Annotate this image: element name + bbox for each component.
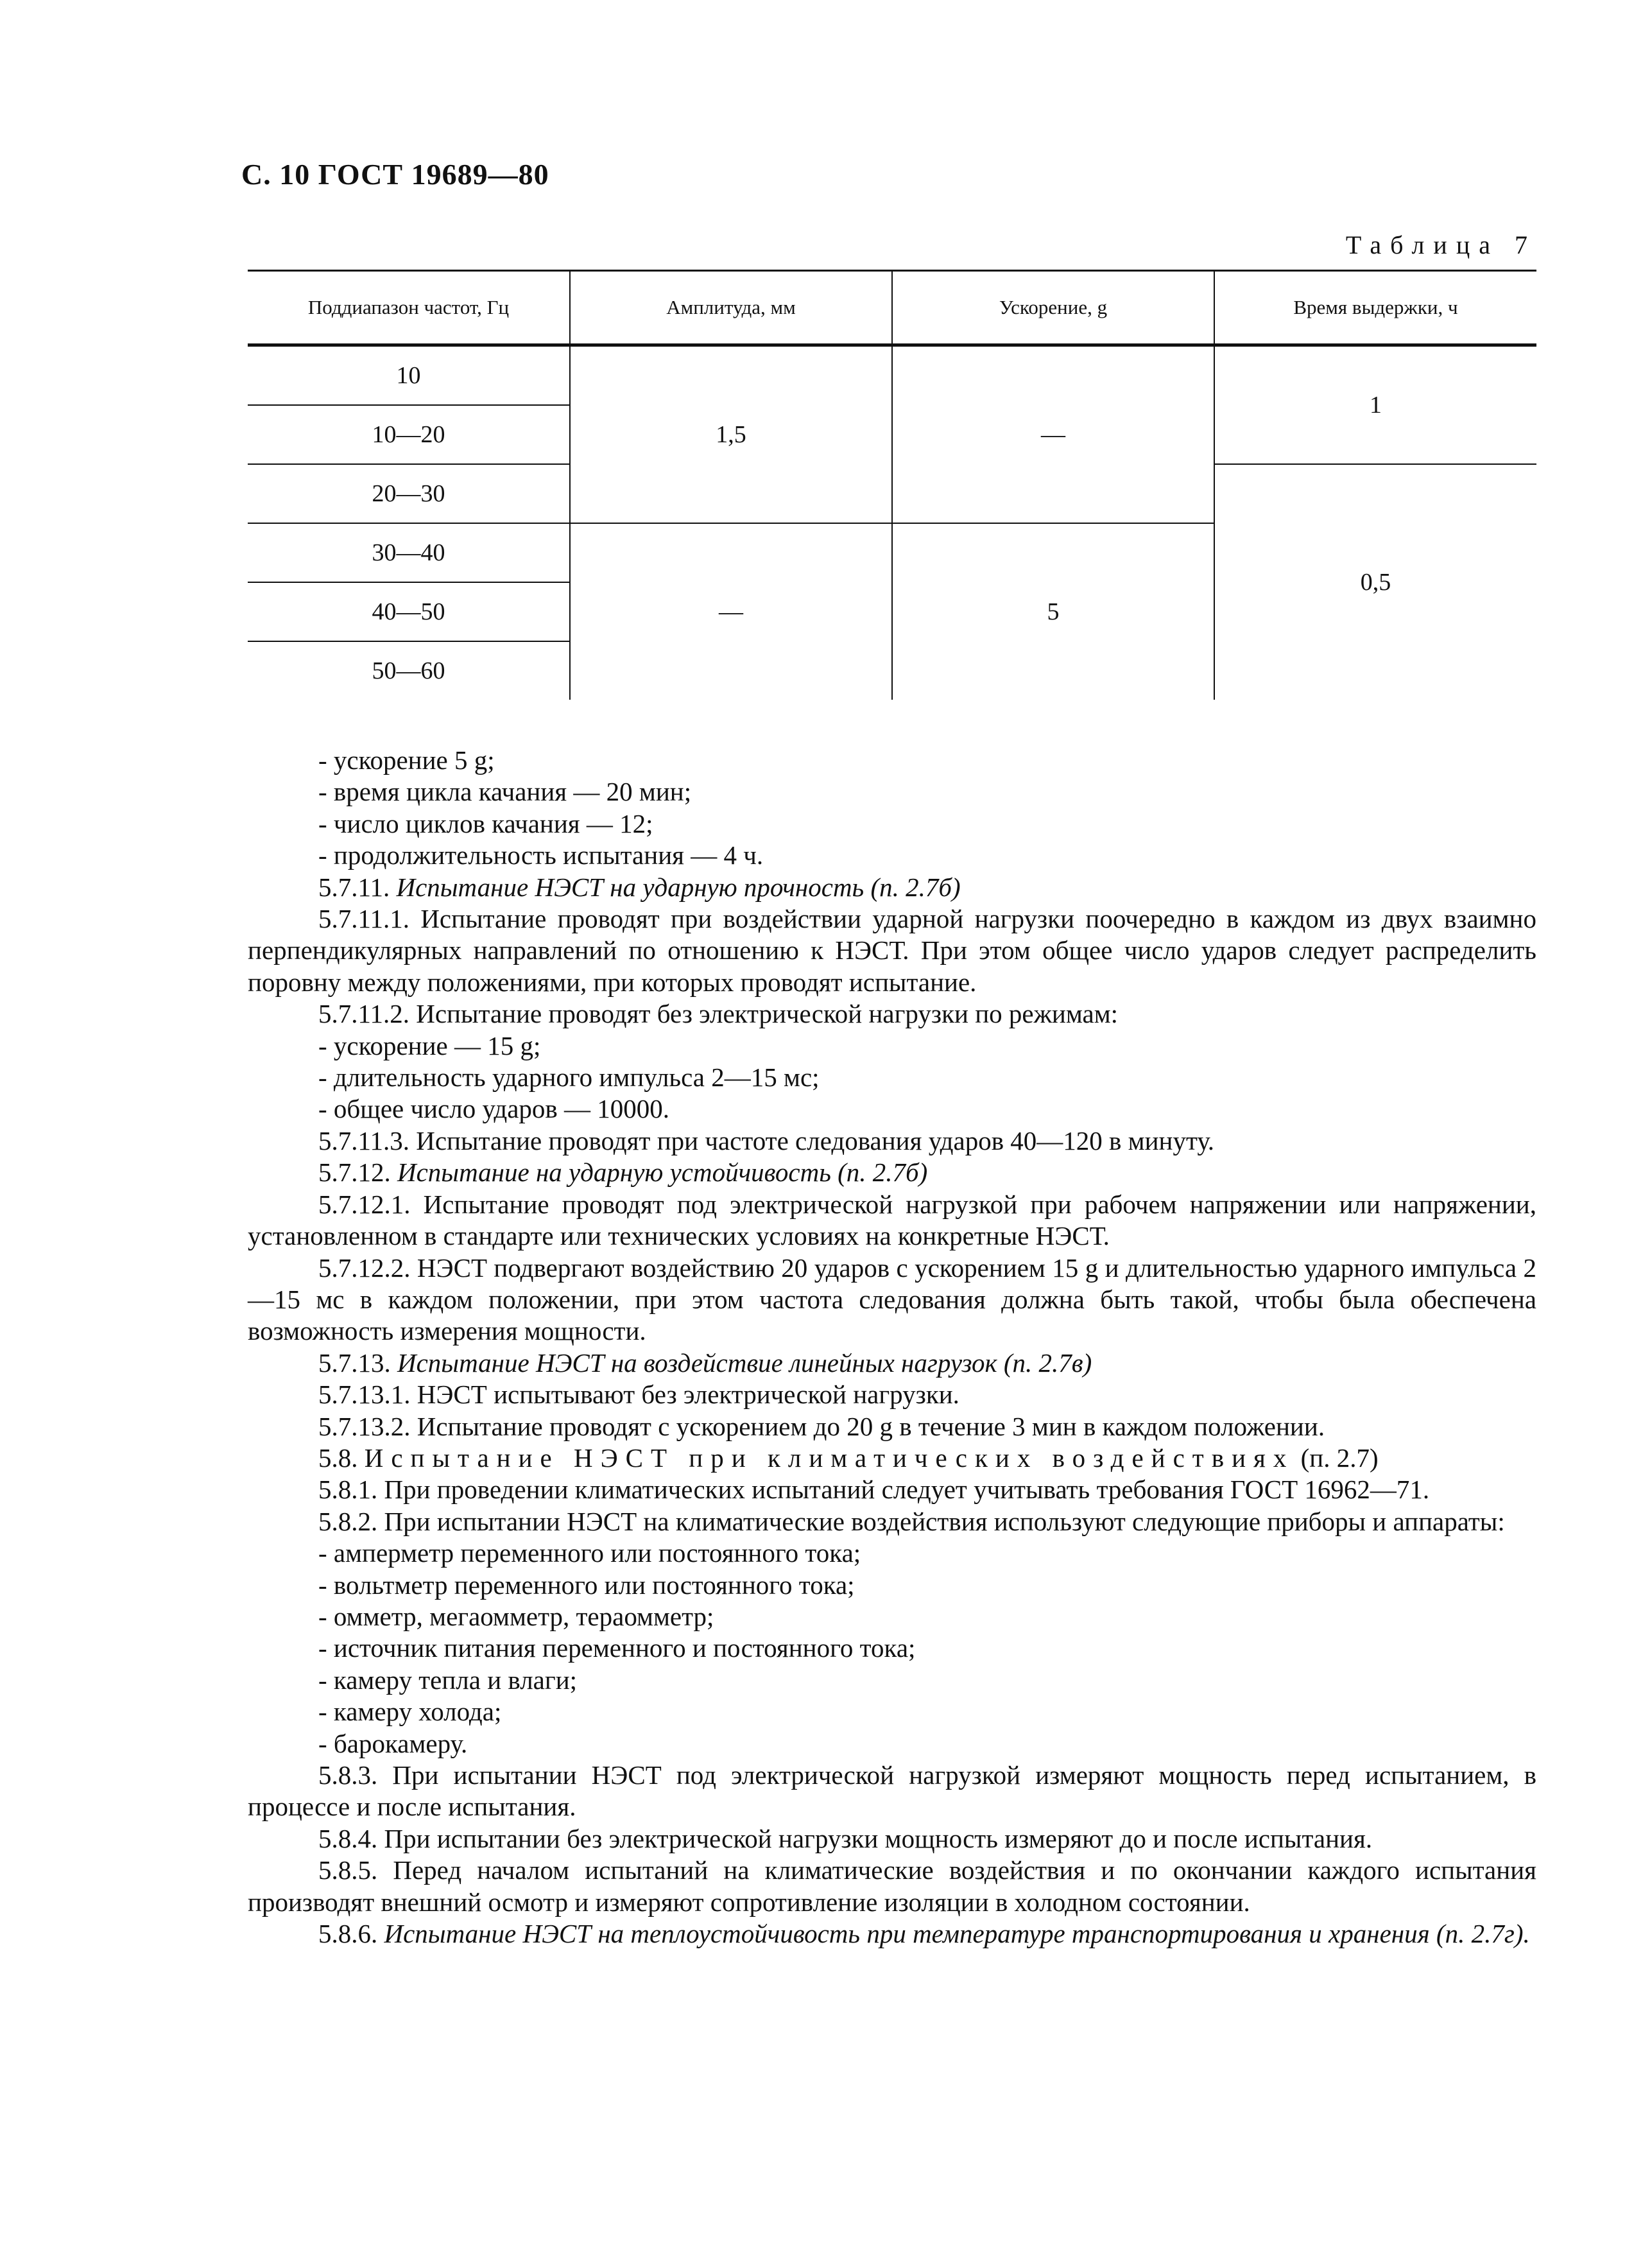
section-heading-5-7-13 <box>248 1347 1536 1379</box>
paragraph: 5.8.4. При испытании без электрической нагрузки мощность измеряют до и после испытания. <box>318 1823 1373 1853</box>
section-reference: (п. 2.7) <box>1300 1442 1379 1473</box>
paragraph: 5.7.13.2. Испытание проводят с ускорением до 20 g в течение 3 мин в каждом положении. <box>318 1411 1325 1441</box>
frequency-cell: 30—40 <box>248 523 570 582</box>
acceleration-cell: 5 <box>892 523 1214 700</box>
section-heading-5-7-11 <box>248 872 1536 903</box>
paragraph: 5.8.5. Перед началом испытаний на климатические воздействия и по окончании каждого испытания производят внешний осмотр и измеряют сопротивление изоляции в холодном состоянии. <box>248 1855 1536 1917</box>
amplitude-cell: 1,5 <box>570 345 892 524</box>
column-header: Ускорение, g <box>892 271 1214 345</box>
list-item: - общее число ударов — 10000. <box>318 1094 670 1124</box>
section-number: 5.7.13. <box>318 1347 391 1378</box>
time-cell: 1 <box>1214 345 1536 465</box>
list-item: - камеру тепла и влаги; <box>318 1665 578 1695</box>
list-item: - источник питания переменного и постоянного тока; <box>318 1633 916 1663</box>
paragraph: 5.8.1. При проведении климатических испытаний следует учитывать требования ГОСТ 16962—71. <box>318 1475 1430 1505</box>
section-number: 5.7.11. <box>318 872 390 902</box>
list-item: - длительность ударного импульса 2—15 мс; <box>318 1062 820 1093</box>
paragraph: 5.7.12.1. Испытание проводят под электрической нагрузкой при рабочем напряжении или напряжении, установленном в стандарте или технических условиях на конкретные НЭСТ. <box>248 1189 1536 1251</box>
list-item: - вольтметр переменного или постоянного тока; <box>318 1570 855 1600</box>
list-item: - ускорение — 15 g; <box>318 1030 541 1060</box>
paragraph: 5.7.11.2. Испытание проводят без электрической нагрузки по режимам: <box>318 999 1119 1029</box>
section-heading-5-8-6 <box>248 1918 1536 1950</box>
paragraph: 5.8.3. При испытании НЭСТ под электрической нагрузкой измеряют мощность перед испытанием, в процессе и после испытания. <box>248 1760 1536 1822</box>
paragraph: 5.7.13.1. НЭСТ испытывают без электрической нагрузки. <box>318 1380 959 1410</box>
list-item: - ускорение 5 g; <box>318 745 495 775</box>
list-item: - барокамеру. <box>318 1728 468 1758</box>
test-modes-table <box>248 270 1536 700</box>
section-number: 5.8. <box>318 1442 358 1473</box>
acceleration-cell: — <box>892 345 1214 524</box>
section-heading-5-8 <box>248 1442 1536 1474</box>
section-heading-5-7-12 <box>248 1157 1536 1188</box>
amplitude-cell: — <box>570 523 892 700</box>
frequency-cell: 20—30 <box>248 464 570 523</box>
frequency-cell: 10 <box>248 345 570 406</box>
section-title: Испытание НЭСТ на ударную прочность (п. 2.7б) <box>396 872 961 902</box>
list-item: - число циклов качания — 12; <box>318 808 653 838</box>
column-header: Поддиапазон частот, Гц <box>248 271 570 345</box>
section-title: Испытание НЭСТ на теплоустойчивость при температуре транспортирования и хранения (п. 2.7г). <box>384 1919 1530 1949</box>
frequency-cell: 40—50 <box>248 582 570 641</box>
time-cell: 0,5 <box>1214 464 1536 700</box>
list-item: - амперметр переменного или постоянного тока; <box>318 1538 861 1568</box>
section-title: Испытание НЭСТ при климатических воздействиях <box>364 1442 1294 1473</box>
document-body <box>248 745 1536 1950</box>
list-item: - камеру холода; <box>318 1697 502 1727</box>
frequency-cell: 10—20 <box>248 405 570 464</box>
table-header-row <box>248 271 1536 345</box>
section-number: 5.7.12. <box>318 1157 391 1188</box>
paragraph: 5.7.12.2. НЭСТ подвергают воздействию 20 ударов с ускорением 15 g и длительностью ударного импульса 2—15 мс в каждом положении, при этом частота следования должна быть такой, чтобы была обеспечена возможность измерения мощности. <box>248 1252 1536 1346</box>
list-item: - омметр, мегаомметр, тераомметр; <box>318 1601 714 1631</box>
section-number: 5.8.6. <box>318 1919 378 1949</box>
paragraph: 5.7.11.3. Испытание проводят при частоте следования ударов 40—120 в минуту. <box>318 1125 1215 1156</box>
table-row <box>248 345 1536 406</box>
table-caption: Таблица 7 <box>1345 230 1536 259</box>
paragraph: 5.8.2. При испытании НЭСТ на климатические воздействия используют следующие приборы и аппараты: <box>318 1506 1505 1536</box>
frequency-cell: 50—60 <box>372 657 445 684</box>
paragraph: 5.7.11.1. Испытание проводят при воздействии ударной нагрузки поочередно в каждом из двух взаимно перпендикулярных направлений по отношению к НЭСТ. При этом общее число ударов следует распределить поровну между положениями, при которых проводят испытание. <box>248 904 1536 997</box>
section-title: Испытание на ударную устойчивость (п. 2.7б) <box>397 1157 928 1188</box>
column-header: Амплитуда, мм <box>570 271 892 345</box>
list-item: - время цикла качания — 20 мин; <box>318 777 692 807</box>
list-item: - продолжительность испытания — 4 ч. <box>318 840 764 870</box>
column-header: Время выдержки, ч <box>1214 271 1536 345</box>
section-title: Испытание НЭСТ на воздействие линейных нагрузок (п. 2.7в) <box>397 1347 1092 1378</box>
page-header: С. 10 ГОСТ 19689—80 <box>241 158 549 191</box>
